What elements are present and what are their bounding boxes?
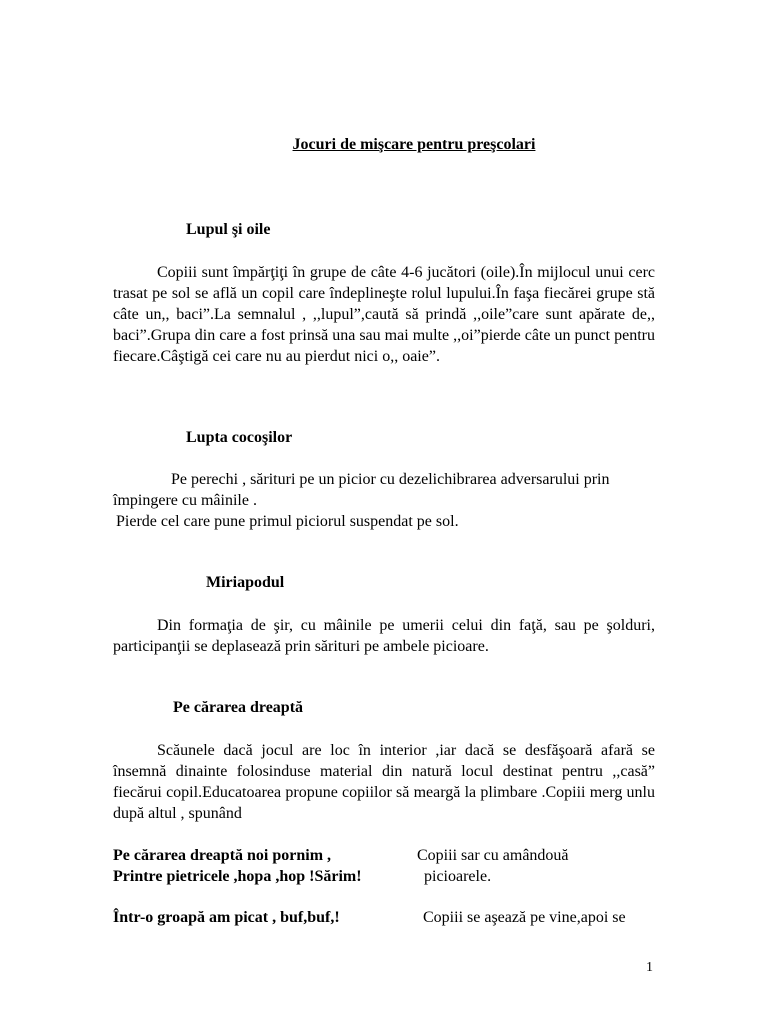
section-paragraph-miriapodul: Din formaţia de şir, cu mâinile pe umerii celui din faţă, sau pe şolduri, participanţii se deplasează prin sărituri pe ambele picioare. bbox=[113, 617, 655, 655]
song-verse-1-line-2: Printre pietricele ,hopa ,hop !Sărim! bbox=[113, 868, 362, 885]
section-heading-pe-cararea-dreapta: Pe cărarea dreaptă bbox=[173, 699, 304, 716]
section-heading-lupul-si-oile: Lupul şi oile bbox=[186, 221, 271, 238]
section-paragraph-lupul-si-oile: Copiii sunt împărţiţi în grupe de câte 4-6 jucători (oile).În mijlocul unui cerc trasat pe sol se află un copil care îndeplineşte rolul lupului.În faşa fiecărei grupe stă câte un,, baci”.La semnalul , ,,lupul”,caută să prindă ,,oile”care sunt apărate de,, baci”.Grupa din care a fost prinsă una sau mai multe ,,oi”pierde câte un punct pentru fiecare.Câştigă cei care nu au pierdut nici o,, oaie”. bbox=[113, 264, 655, 365]
song-verse-2-line-1: Într-o groapă am picat , buf,buf,! bbox=[113, 909, 340, 926]
section-paragraph-pe-cararea-dreapta: Scăunele dacă jocul are loc în interior ,iar dacă se desfăşoară afară se însemnă dinainte folosinduse material din natură locul destinat pentru ,,casă” fiecărui copil.Educatoarea propune copiilor să meargă la plimbare .Copiii merg unlu după altul , spunând bbox=[113, 742, 655, 822]
section-heading-miriapodul: Miriapodul bbox=[206, 574, 285, 591]
song-note-2-line-1: Copiii se aşează pe vine,apoi se bbox=[423, 909, 626, 926]
song-verse-1-line-1: Pe cărarea dreaptă noi pornim , bbox=[113, 847, 332, 864]
section-heading-lupta-cocosilor: Lupta cocoşilor bbox=[186, 429, 293, 446]
song-note-1-line-2: picioarele. bbox=[424, 868, 492, 885]
document-title: Jocuri de mişcare pentru preşcolari bbox=[292, 136, 536, 153]
section-line-lupta-3: Pierde cel care pune primul piciorul suspendat pe sol. bbox=[116, 513, 459, 530]
section-line-lupta-1: Pe perechi , sărituri pe un picior cu dezelichibrarea adversarului prin bbox=[171, 471, 610, 488]
page-number: 1 bbox=[646, 960, 653, 975]
section-line-lupta-2: împingere cu mâinile . bbox=[113, 492, 257, 509]
song-note-1-line-1: Copiii sar cu amândouă bbox=[417, 847, 569, 864]
